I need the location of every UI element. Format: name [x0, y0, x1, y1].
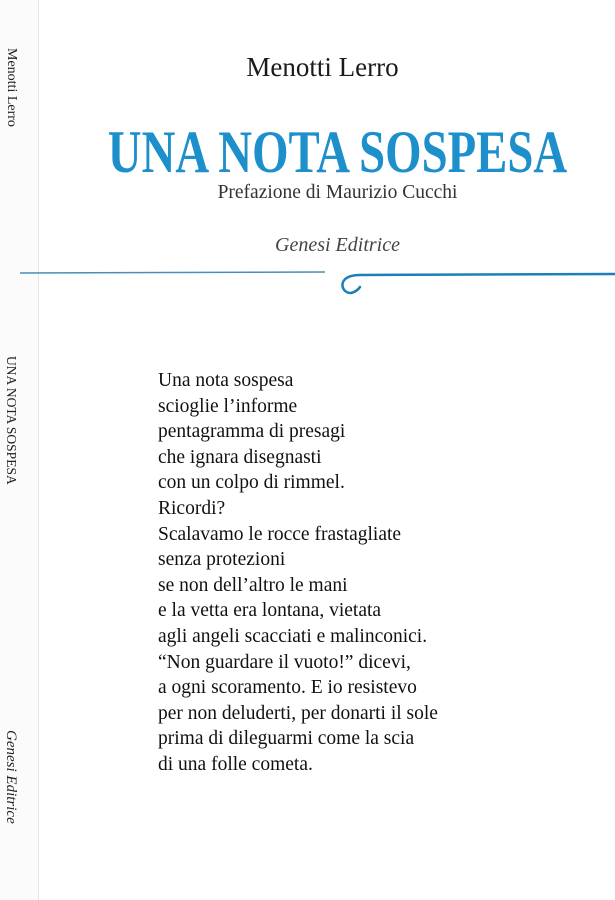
poem-line: agli angeli scacciati e malinconici. [158, 625, 428, 647]
poem-line: Una nota sospesa [158, 370, 294, 391]
poem-line: Ricordi? [158, 497, 226, 519]
poem-line: senza protezioni [158, 549, 286, 571]
poem-line: e la vetta era lontana, vietata [158, 600, 382, 622]
cover-preface: Prefazione di Maurizio Cucchi [217, 182, 458, 203]
poem-line: di una folle cometa. [158, 753, 313, 775]
cover-author: Menotti Lerro [246, 52, 399, 82]
book-spine [0, 0, 39, 900]
poem-line: se non dell’altro le mani [158, 574, 348, 596]
poem-line: che ignara disegnasti [158, 446, 322, 468]
cover-title: UNA NOTA SOSPESA [107, 119, 568, 185]
spine-publisher: Genesi Editrice [3, 730, 19, 824]
poem-line: “Non guardare il vuoto!” dicevi, [158, 651, 411, 673]
poem-line: prima di dileguarmi come la scia [158, 728, 415, 750]
poem-line: Scalavamo le rocce frastagliate [158, 523, 402, 545]
decorative-swirl-divider-icon [15, 260, 615, 300]
poem-line: pentagramma di presagi [158, 421, 346, 443]
spine-title: UNA NOTA SOSPESA [4, 356, 19, 485]
poem-line: scioglie l’informe [158, 395, 298, 417]
poem-line: per non deluderti, per donarti il sole [158, 702, 438, 724]
cover-publisher: Genesi Editrice [275, 234, 400, 256]
poem-text [158, 368, 438, 778]
poem-line: con un colpo di rimmel. [158, 472, 345, 494]
spine-author: Menotti Lerro [4, 48, 19, 127]
poem-line: a ogni scoramento. E io resistevo [158, 677, 417, 699]
